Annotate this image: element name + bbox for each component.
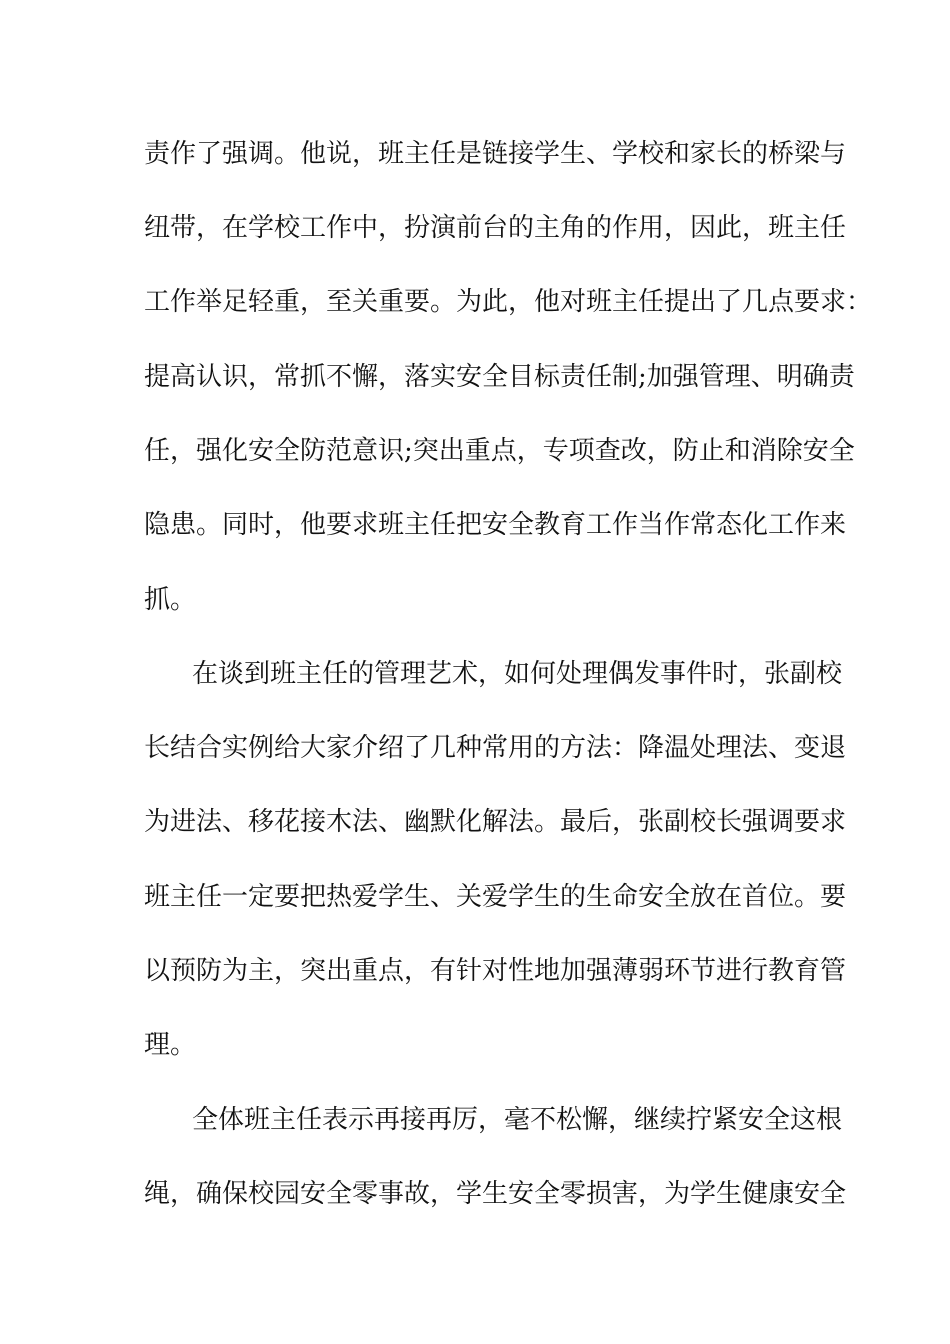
- text-line: 班主任一定要把热爱学生、关爱学生的生命安全放在首位。要: [144, 882, 847, 912]
- paragraph-first-line: 在谈到班主任的管理艺术，如何处理偶发事件时，张副校: [192, 659, 843, 689]
- text-line: 为进法、移花接木法、幽默化解法。最后，张副校长强调要求: [144, 807, 847, 837]
- text-line: 以预防为主，突出重点，有针对性地加强薄弱环节进行教育管: [144, 956, 847, 986]
- text-line: 抓。: [144, 585, 197, 615]
- text-line: 理。: [144, 1030, 197, 1060]
- paragraph-first-line: 全体班主任表示再接再厉，毫不松懈，继续拧紧安全这根: [192, 1105, 843, 1135]
- text-line: 责作了强调。他说，班主任是链接学生、学校和家长的桥梁与: [144, 139, 847, 169]
- text-line: 隐患。同时，他要求班主任把安全教育工作当作常态化工作来: [144, 510, 847, 540]
- text-line: 任，强化安全防范意识;突出重点，专项查改，防止和消除安全: [144, 436, 855, 466]
- text-line: 提高认识，常抓不懈，落实安全目标责任制;加强管理、明确责: [144, 362, 855, 392]
- text-line: 纽带，在学校工作中，扮演前台的主角的作用，因此，班主任: [144, 213, 847, 243]
- text-line: 长结合实例给大家介绍了几种常用的方法：降温处理法、变退: [144, 733, 847, 763]
- text-line: 绳，确保校园安全零事故，学生安全零损害，为学生健康安全: [144, 1179, 847, 1209]
- text-line: 工作举足轻重，至关重要。为此，他对班主任提出了几点要求：: [144, 287, 873, 317]
